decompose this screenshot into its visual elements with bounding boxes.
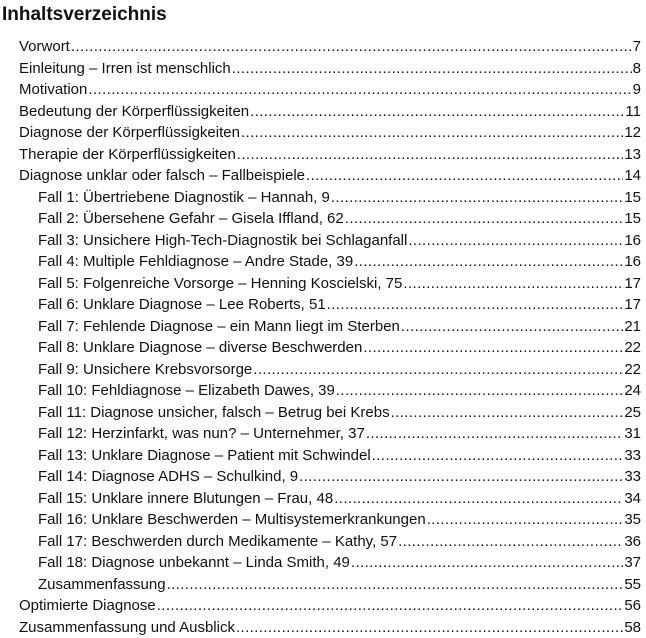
toc-dot-leader — [253, 359, 623, 381]
toc-entry[interactable] — [19, 58, 641, 80]
toc-entry-title: Fall 2: Übersehene Gefahr – Gisela Iffland, 62 — [38, 208, 344, 230]
toc-entry-page-number: 55 — [624, 574, 641, 596]
toc-entry[interactable] — [19, 79, 641, 101]
toc-entry-page-number: 16 — [624, 230, 641, 252]
toc-entry-page-number: 33 — [624, 445, 641, 467]
toc-dot-leader — [157, 595, 624, 617]
toc-entry-page-number: 31 — [624, 423, 641, 445]
toc-entry-page-number: 8 — [633, 58, 641, 80]
toc-entry-title: Fall 10: Fehldiagnose – Elizabeth Dawes, 39 — [38, 380, 335, 402]
toc-dot-leader — [232, 58, 632, 80]
toc-entry-title: Fall 13: Unklare Diagnose – Patient mit Schwindel — [38, 445, 371, 467]
toc-entry-title: Optimierte Diagnose — [19, 595, 156, 617]
toc-entry-page-number: 14 — [624, 165, 641, 187]
toc-entry-title: Zusammenfassung und Ausblick — [19, 617, 235, 638]
toc-dot-leader — [327, 294, 624, 316]
toc-entry[interactable] — [19, 617, 641, 638]
toc-dot-leader — [372, 445, 624, 467]
toc-entry[interactable] — [38, 294, 641, 316]
toc-dot-leader — [306, 165, 623, 187]
toc-entry-title: Fall 7: Fehlende Diagnose – ein Mann liegt im Sterben — [38, 316, 400, 338]
toc-entry-page-number: 15 — [624, 208, 641, 230]
toc-entry-page-number: 11 — [625, 101, 641, 123]
toc-entry[interactable] — [38, 230, 641, 252]
toc-list — [0, 36, 646, 638]
toc-entry[interactable] — [38, 445, 641, 467]
toc-entry[interactable] — [19, 122, 641, 144]
toc-entry-title: Diagnose unklar oder falsch – Fallbeispiele — [19, 165, 305, 187]
toc-entry-title: Einleitung – Irren ist menschlich — [19, 58, 231, 80]
toc-heading: Inhaltsverzeichnis — [2, 2, 646, 28]
toc-entry[interactable] — [38, 488, 641, 510]
toc-entry[interactable] — [38, 466, 641, 488]
toc-entry-page-number: 16 — [624, 251, 641, 273]
toc-entry-title: Fall 15: Unklare innere Blutungen – Frau, 48 — [38, 488, 333, 510]
toc-entry-title: Fall 5: Folgenreiche Vorsorge – Henning Koscielski, 75 — [38, 273, 402, 295]
toc-entry[interactable] — [38, 552, 641, 574]
toc-entry[interactable] — [19, 165, 641, 187]
toc-entry-title: Vorwort — [19, 36, 70, 58]
toc-dot-leader — [403, 273, 623, 295]
toc-entry[interactable] — [38, 251, 641, 273]
toc-entry-page-number: 21 — [624, 316, 641, 338]
toc-entry-page-number: 22 — [624, 359, 641, 381]
toc-dot-leader — [237, 144, 624, 166]
toc-entry[interactable] — [38, 423, 641, 445]
toc-entry-title: Fall 12: Herzinfarkt, was nun? – Unternehmer, 37 — [38, 423, 365, 445]
toc-entry[interactable] — [38, 337, 641, 359]
toc-entry-page-number: 15 — [624, 187, 641, 209]
toc-dot-leader — [331, 187, 623, 209]
toc-entry-page-number: 22 — [624, 337, 641, 359]
toc-entry-title: Fall 1: Übertriebene Diagnostik – Hannah, 9 — [38, 187, 330, 209]
toc-dot-leader — [336, 380, 623, 402]
toc-entry-title: Fall 18: Diagnose unbekannt – Linda Smith, 49 — [38, 552, 350, 574]
toc-entry-page-number: 33 — [624, 466, 641, 488]
toc-dot-leader — [427, 509, 624, 531]
toc-dot-leader — [351, 552, 623, 574]
toc-entry-page-number: 12 — [624, 122, 641, 144]
toc-entry[interactable] — [38, 187, 641, 209]
toc-entry-title: Fall 14: Diagnose ADHS – Schulkind, 9 — [38, 466, 298, 488]
toc-entry[interactable] — [38, 273, 641, 295]
toc-entry-title: Fall 4: Multiple Fehldiagnose – Andre Stade, 39 — [38, 251, 353, 273]
toc-entry-page-number: 17 — [624, 273, 641, 295]
toc-entry[interactable] — [38, 359, 641, 381]
toc-entry-title: Fall 8: Unklare Diagnose – diverse Beschwerden — [38, 337, 362, 359]
toc-entry[interactable] — [38, 316, 641, 338]
toc-entry-title: Therapie der Körperflüssigkeiten — [19, 144, 236, 166]
toc-entry[interactable] — [38, 509, 641, 531]
toc-entry-page-number: 36 — [624, 531, 641, 553]
toc-entry-title: Fall 3: Unsichere High-Tech-Diagnostik bei Schlaganfall — [38, 230, 407, 252]
toc-dot-leader — [88, 79, 631, 101]
toc-dot-leader — [334, 488, 623, 510]
toc-entry[interactable] — [38, 380, 641, 402]
toc-entry-page-number: 24 — [624, 380, 641, 402]
toc-dot-leader — [241, 122, 623, 144]
toc-dot-leader — [398, 531, 623, 553]
toc-dot-leader — [366, 423, 623, 445]
toc-entry-title: Fall 11: Diagnose unsicher, falsch – Betrug bei Krebs — [38, 402, 390, 424]
toc-dot-leader — [71, 36, 632, 58]
toc-entry[interactable] — [19, 36, 641, 58]
toc-entry-page-number: 56 — [624, 595, 641, 617]
toc-entry-title: Diagnose der Körperflüssigkeiten — [19, 122, 240, 144]
toc-entry[interactable] — [19, 595, 641, 617]
toc-dot-leader — [250, 101, 624, 123]
toc-dot-leader — [299, 466, 623, 488]
toc-dot-leader — [167, 574, 624, 596]
toc-entry-page-number: 13 — [624, 144, 641, 166]
toc-entry-title: Zusammenfassung — [38, 574, 166, 596]
toc-entry[interactable] — [38, 574, 641, 596]
toc-entry-title: Fall 9: Unsichere Krebsvorsorge — [38, 359, 252, 381]
toc-entry[interactable] — [38, 208, 641, 230]
toc-entry-page-number: 35 — [624, 509, 641, 531]
toc-entry[interactable] — [38, 531, 641, 553]
toc-dot-leader — [408, 230, 623, 252]
toc-entry-page-number: 58 — [624, 617, 641, 638]
toc-dot-leader — [345, 208, 624, 230]
toc-dot-leader — [236, 617, 623, 638]
toc-entry-title: Fall 16: Unklare Beschwerden – Multisystemerkrankungen — [38, 509, 426, 531]
toc-entry-page-number: 7 — [633, 36, 641, 58]
toc-entry-title: Fall 17: Beschwerden durch Medikamente – Kathy, 57 — [38, 531, 397, 553]
toc-dot-leader — [363, 337, 623, 359]
toc-dot-leader — [354, 251, 623, 273]
toc-entry-page-number: 17 — [624, 294, 641, 316]
toc-entry-page-number: 25 — [624, 402, 641, 424]
toc-entry-title: Motivation — [19, 79, 87, 101]
toc-entry[interactable] — [19, 144, 641, 166]
toc-entry[interactable] — [38, 402, 641, 424]
toc-entry-title: Bedeutung der Körperflüssigkeiten — [19, 101, 249, 123]
toc-dot-leader — [391, 402, 624, 424]
toc-entry-page-number: 9 — [633, 79, 641, 101]
toc-entry-page-number: 37 — [624, 552, 641, 574]
toc-entry-page-number: 34 — [624, 488, 641, 510]
toc-entry-title: Fall 6: Unklare Diagnose – Lee Roberts, 51 — [38, 294, 326, 316]
toc-dot-leader — [401, 316, 623, 338]
toc-entry[interactable] — [19, 101, 641, 123]
